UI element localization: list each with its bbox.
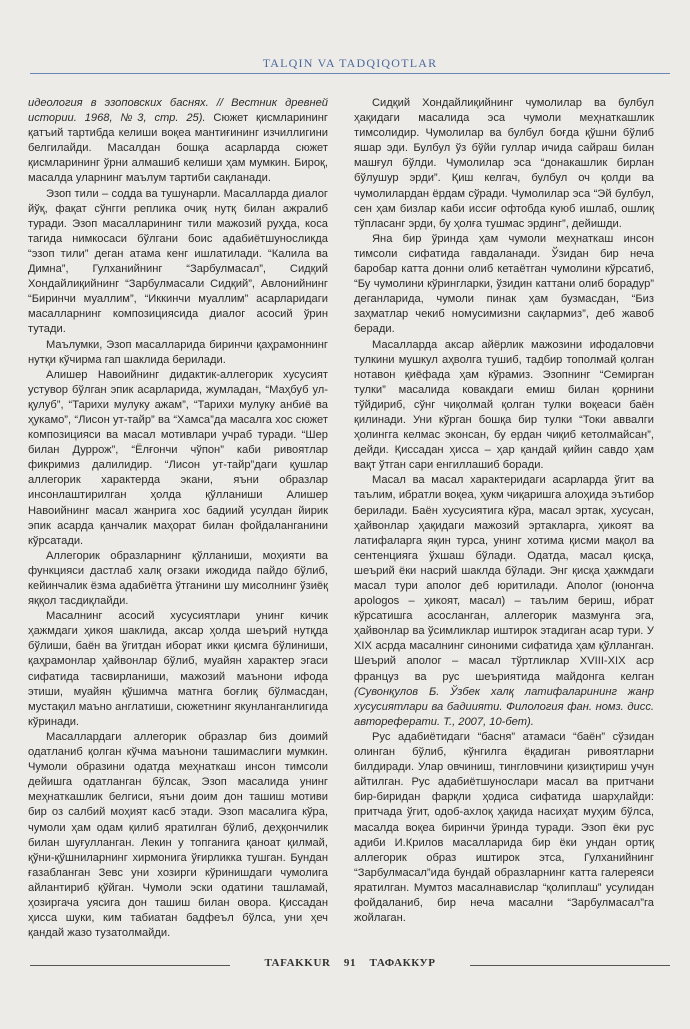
paragraph: Эзоп тили – содда ва тушунарли. Масалларда диалог йўқ, фақат сўнгги реплика очиқ нутқ билан ажралиб туради. Эзоп масалларининг тили мажозий руҳда, коса тагида нимкосаси бўлгани боис адабиётшуносликда “эзоп тили” деган атама кенг ишлатилади. “Калила ва Димна”, Гулханийнинг “Зарбулмасал”, Сидқий Хондайлиқийнинг “Зарбулмасали Сидқий”, Авлонийнинг “Биринчи муаллим”, “Иккинчи муаллим” асарларидаги масалларнинг композициясида диалог асосий ўрин тутади.	[28, 187, 328, 336]
paragraph: Алишер Навоийнинг дидактик-аллегорик хусусият устувор бўлган эпик асарларида, жумладан, “Маҳбуб ул-қулуб”, “Тарихи мулуку ажам”, “Тарихи мулуку анбиё ва ҳукамо”, “Лисон ут-тайр” ва “Хамса”да масалга хос сюжет композицияси ва масал мотивлари учраб туради. “Шер билан Дуррож”, “Ёлғончи чўпон” каби ривоятлар фикримиз далилидир. “Лисон ут-тайр”даги қушлар аллегорик характерда экани, яъни образлар инсонлаштирилган ҳолда қўлланиши Алишер Навоийнинг масал жанрига хос бадиий усулдан йирик эпик асарда қанчалик маҳорат билан фойдаланганини кўрсатади.	[28, 368, 328, 547]
paragraph: Масалнинг асосий хусусиятлари унинг кичик ҳажмдаги ҳикоя шаклида, аксар ҳолда шеърий нутқда бўлиши, баён ва ўгитдан иборат икки қисмга бўлиниши, қаҳрамонлар ҳайвонлар бўлиб, муайян характер эгаси сифатида тасвирланиши, мажозий маънони ифода этиши, муайян қўшимча матнга боғлиқ бўлмасдан, мустақил маъно англатиши, сюжетнинг якунланганлигида кўринади.	[28, 610, 328, 728]
left-column	[28, 96, 328, 941]
paragraph	[28, 96, 328, 187]
footer-rule-right	[470, 965, 670, 966]
paragraph: Яна бир ўринда ҳам чумоли меҳнаткаш инсон тимсоли сифатида гавдаланади. Ўзидан бир неча баробар катта донни олиб кетаётган чумолини кўрсатиб, “Бу чумолини кўрингларки, ўзидин каттани олиб борадур” деганларида, чумоли пинак ҳам бузмасдан, “Биз заҳматлар чекиб номусимизни сақлармиз”, деб жавоб беради.	[354, 232, 654, 336]
page-footer	[30, 956, 670, 976]
footer-rule-left	[30, 965, 230, 966]
paragraph: Рус адабиётидаги “басня” атамаси “баён” сўзидан олинган бўлиб, кўнгилга ёқадиган ривоятларни билдиради. Улар овчиниш, тингловчини қизиқтириш учун айтилган. Рус адабиётшунослари масал ва притчани бир-биридан фарқли ҳодиса сифатида шарҳлайди: притчада ўгит, одоб-ахлоқ ҳақида насиҳат муҳим бўлса, масалда воқеа биринчи ўринда туради. Эзоп ёки рус адиби И.Крилов масалларида бир ёки ундан ортиқ аллегорик образ иштирок этса, Гулханийнинг “Зарбулмасал”ида бундай образларнинг катта галереяси яратилган. Мумтоз масалнавислар “қолиплаш” усулидан фойдаланиб, бир неча масални “Зарбулмасал”га жойлаган.	[354, 730, 654, 925]
paragraph: Масалларда аксар айёрлик мажозини ифодаловчи тулкини мушкул аҳволга тушиб, тадбир тополмай қолган нотавон қиёфада ҳам кўрамиз. Эзопнинг “Семирган тулки” масалида ковакдаги емиш билан қорнини тўйдириб, сўнг чиқолмай қолган тулки воқеаси баён қилинади. Уни кўрган бошқа бир тулки “Токи аввалги ҳолингга келмас эконсан, бу ердан чиқиб кетолмайсан”, дейди. Қиссадан ҳисса – ҳар қандай қийин савдо ҳам вақт ўтган сари енгиллашиб боради.	[354, 338, 654, 472]
section-title: TALQIN VA TADQIQOTLAR	[262, 56, 438, 70]
citation-italic: идеология в эзоповских баснях. // Вестник древней истории. 1968, №3, стр. 25).	[28, 97, 328, 125]
header-rule	[30, 73, 670, 74]
footer-label	[230, 957, 470, 969]
paragraph: Аллегорик образларнинг қўлланиши, моҳияти ва функцияси дастлаб халқ оғзаки ижодида пайдо бўлиб, кейинчалик ёзма адабиётга ўтганини шу мисолнинг ўзиёқ яққол тасдиқлайди.	[28, 549, 328, 608]
paragraph: Масаллардаги аллегорик образлар биз доимий одатланиб қолган кўчма маънони ташимаслиги мумкин. Чумоли образини одатда меҳнаткаш инсон тимсоли дейишга одатланган бўлсак, Эзоп масалида унинг меҳнаткашлик белгиси, яъни доим дон ташиш мотиви бир оз салбий моҳият касб этади. Эзоп масалига кўра, чумоли ҳам одам қилиб яратилган бўлиб, деҳқончилик билан шуғулланган. Лекин у топганига қаноат қилмай, қўни-қўшниларнинг хирмонига ўғирликка тушган. Бундан ғазабланган Зевс уни хозирги кўринишдаги чумолига айлантириб қўйган. Чумоли эски одатини ташламай, ҳозиргача уясига дон ташиш билан овора. Қиссадан ҳисса шуки, ким табиатан бадфеъл бўлса, уни ҳеч қандай жазо тузатолмайди.	[28, 730, 328, 940]
page-number: 91	[343, 957, 357, 969]
paragraph	[354, 473, 654, 730]
right-column	[354, 96, 654, 926]
running-header	[30, 52, 670, 82]
paragraph-text: Сюжет қисмларининг қатъий тартибда келиши воқеа мантиғининг изчиллигини белгилайди. Масалдан бошқа асарларда сюжет қисмларининг ўрни алмашиб келиши ҳам мумкин. Бироқ, масалда уларнинг маълум тартиби сақланади.	[28, 112, 328, 185]
paragraph: Маълумки, Эзоп масалларида биринчи қаҳрамоннинг нутқи кўчирма гап шаклида берилади.	[28, 338, 328, 366]
footer-journal-cyrillic: ТАФАККУР	[369, 957, 436, 969]
citation-italic: (Сувонқулов Б. Ўзбек халқ латифаларининг жанр хусусиятлари ва бадиияти. Филология фан. номз. дисс. автореферати. Т., 2007, 10-бет).	[354, 685, 654, 728]
footer-journal-latin: TAFAKKUR	[264, 957, 331, 969]
paragraph-text: Масал ва масал характеридаги асарларда ўгит ва таълим, ибратли воқеа, ҳукм чиқаришга алоҳида эътибор берилади. Баён хусусиятига кўра, масал эртак, хусусан, ҳайвонлар ҳақидаги мажозий эртакларга, ҳикоят ва латифаларга яқин турса, унинг хотима қисми мақол ва сентенцияга ўхшаш бўлади. Одатда, масал қисқа, шеърий ёки насрий шаклда бўлади. Энг қисқа ҳажмдаги масал тури аполог деб юритилади. Аполог (юнонча apologos – ҳикоят, масал) – таълим бериш, ибрат кўрсатишга асосланган, аллегорик мазмунга эга, ҳайвонлар ва ўсимликлар иштирок этадиган асар тури. У XIX асрда масалнинг синоними сифатида ҳам қўлланган. Шеърий аполог – масал тўртликлар XVIII-XIX аср француз ва рус шеъриятида майдонга келган	[354, 474, 654, 683]
paragraph: Сидқий Хондайлиқийнинг чумолилар ва булбул ҳақидаги масалида эса чумоли меҳнаткашлик тимсолидир. Чумолилар ва булбул боғда қўшни бўлиб яшар эди. Булбул ўз бўйи гуллар ичида сайраш билан машғул бўлди. Чумолилар эса “донакашлик бирлан бўлушур эрди”. Қиш келгач, булбул оч қолди ва чумолилардан ёрдам сўради. Чумолилар эса “Эй булбул, сен ҳам бизлар каби иссиғ офтобда куюб ишлаб, ошлиқ тўпласанг эрди, бу ҳолға тушмас эрдинг”, дейишди.	[354, 97, 654, 230]
